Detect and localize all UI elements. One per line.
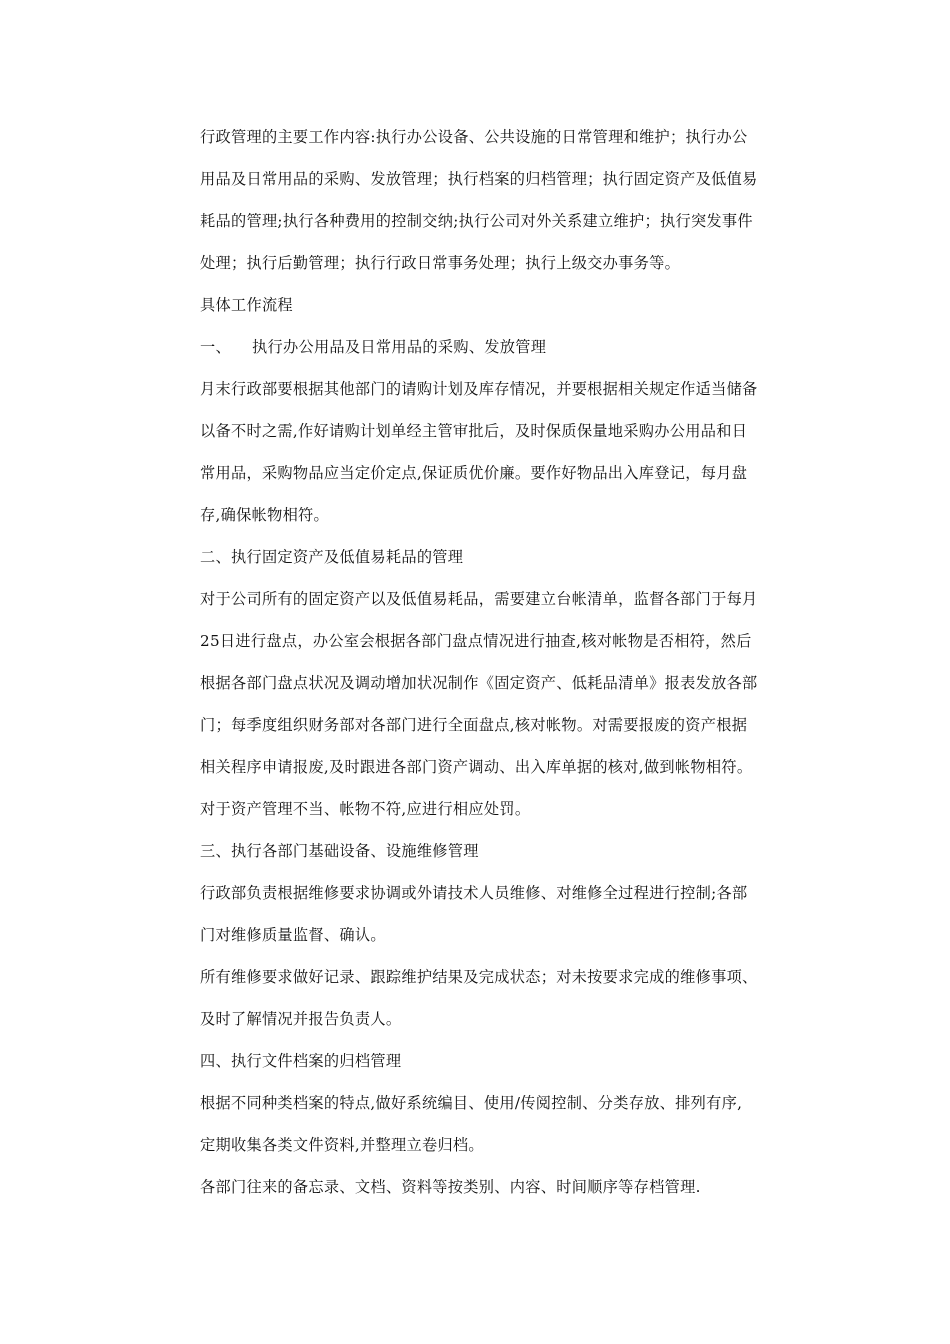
intro-line: 处理；执行后勤管理；执行行政日常事务处理；执行上级交办事务等。 — [200, 254, 681, 272]
section2-line: 相关程序申请报废,及时跟进各部门资产调动、出入库单据的核对,做到帐物相符。 — [200, 758, 753, 776]
section1-title: 执行办公用品及日常用品的采购、发放管理 — [252, 338, 547, 356]
section4-line: 定期收集各类文件资料,并整理立卷归档。 — [200, 1136, 484, 1154]
section3-line: 门对维修质量监督、确认。 — [200, 926, 386, 944]
section2-body — [200, 578, 804, 830]
section2-heading: 二、执行固定资产及低值易耗品的管理 — [200, 548, 464, 566]
section1-line: 月末行政部要根据其他部门的请购计划及库存情况，并要根据相关规定作适当储备 — [200, 380, 758, 398]
process-title: 具体工作流程 — [200, 296, 293, 314]
section1-body — [200, 368, 804, 536]
intro-line: 耗品的管理;执行各种费用的控制交纳;执行公司对外关系建立维护；执行突发事件 — [200, 212, 753, 230]
intro-line: 用品及日常用品的采购、发放管理；执行档案的归档管理；执行固定资产及低值易 — [200, 170, 758, 188]
section3-line: 行政部负责根据维修要求协调或外请技术人员维修、对维修全过程进行控制;各部 — [200, 884, 748, 902]
section4-body — [200, 1082, 804, 1208]
section2-line: 25日进行盘点，办公室会根据各部门盘点情况进行抽查,核对帐物是否相符，然后 — [200, 632, 752, 650]
document-page — [200, 116, 804, 1208]
section1-line: 存,确保帐物相符。 — [200, 506, 330, 524]
section3-heading: 三、执行各部门基础设备、设施维修管理 — [200, 842, 479, 860]
section3-line: 所有维修要求做好记录、跟踪维护结果及完成状态；对未按要求完成的维修事项、 — [200, 968, 758, 986]
section4-line: 根据不同种类档案的特点,做好系统编目、使用/传阅控制、分类存放、排列有序, — [200, 1094, 743, 1112]
section3-body — [200, 872, 804, 1040]
section1-number: 一、 — [200, 338, 231, 356]
section1-line: 常用品，采购物品应当定价定点,保证质优价廉。要作好物品出入库登记，每月盘 — [200, 464, 748, 482]
section4-heading: 四、执行文件档案的归档管理 — [200, 1052, 402, 1070]
section4-line: 各部门往来的备忘录、文档、资料等按类别、内容、时间顺序等存档管理. — [200, 1178, 701, 1196]
section2-line: 门；每季度组织财务部对各部门进行全面盘点,核对帐物。对需要报废的资产根据 — [200, 716, 748, 734]
section1-heading — [200, 326, 804, 368]
section1-line: 以备不时之需,作好请购计划单经主管审批后，及时保质保量地采购办公用品和日 — [200, 422, 748, 440]
section2-line: 根据各部门盘点状况及调动增加状况制作《固定资产、低耗品清单》报表发放各部 — [200, 674, 758, 692]
section2-line: 对于公司所有的固定资产以及低值易耗品，需要建立台帐清单，监督各部门于每月 — [200, 590, 758, 608]
intro-line: 行政管理的主要工作内容:执行办公设备、公共设施的日常管理和维护；执行办公 — [200, 128, 748, 146]
section2-line: 对于资产管理不当、帐物不符,应进行相应处罚。 — [200, 800, 531, 818]
section3-line: 及时了解情况并报告负责人。 — [200, 1010, 402, 1028]
intro-paragraph — [200, 116, 804, 284]
